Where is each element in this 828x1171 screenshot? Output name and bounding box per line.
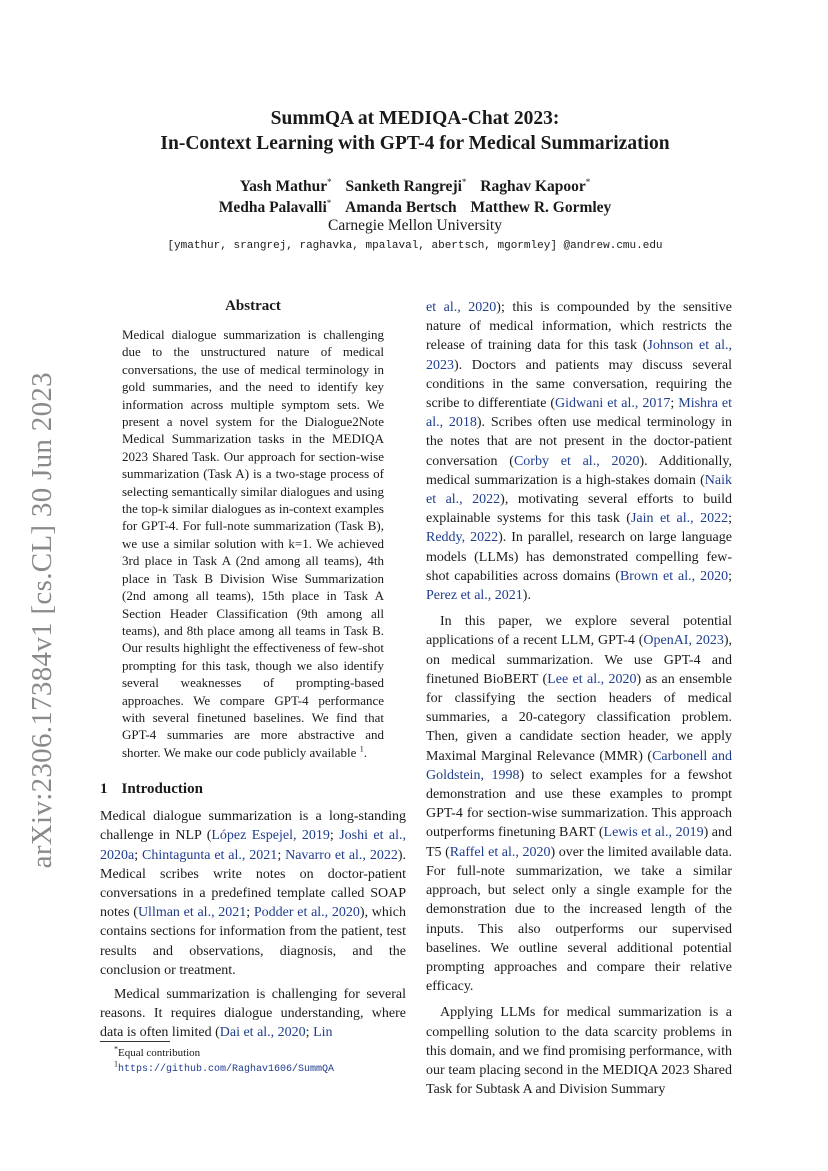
- citation-link[interactable]: Corby et al., 2020: [513, 453, 640, 469]
- arxiv-identifier-text: arXiv:2306.17384v1 [cs.CL] 30 Jun 2023: [25, 371, 58, 869]
- intro-paragraph-4: Applying LLMs for medical summarization is a compelling solution to the data scarcity problems in this domain, and we find promising performance, with our team placing second in the MEDIQA 2023 Shared Task for Subtask A and Division Summary: [426, 1005, 732, 1098]
- citation-link[interactable]: Podder et al., 2020: [253, 905, 360, 921]
- intro-paragraph-1: Medical dialogue summarization is a long-standing challenge in NLP (López Espejel, 2019; Joshi et al., 2020a; Chintagunta et al., 2021; Navarro et al., 2022). Medical scribes write notes on doctor-patient conversations in a predefined template called SOAP notes (Ullman et al., 2021; Podder et al., 2020), which contains sections for information from the patient, test results and observations, diagnosis, and the conclusion or treatment.: [100, 809, 407, 978]
- author-emails: [ymathur, srangrej, raghavka, mpalaval, abertsch, mgormley] @andrew.cmu.edu: [167, 240, 663, 252]
- affiliation: Carnegie Mellon University: [328, 217, 502, 234]
- authors-line-1: [100, 176, 730, 197]
- intro-paragraph-3: In this paper, we explore several potential applications of a recent LLM, GPT-4 (OpenAI, 2023), on medical summarization. We use GPT-4 and finetuned BioBERT (Lee et al., 2020) as an ensemble for classifying the section headers of medical summaries, a 20-category classification problem. Then, given a candidate section header, we apply Maximal Marginal Relevance (MMR) (Carbonell and Goldstein, 1998) to select examples for a fewshot demonstration and use these examples to prompt GPT-4 for section-wise summarization. This approach outperforms finetuning BART (Lewis et al., 2019) and T5 (Raffel et al., 2020) over the limited available data. For full-note summarization, we take a similar approach, but select only a single example for the demonstration due to the increased length of the inputs. This also outperforms our supervised baselines. We outline several additional potential prompting approaches and compare their relative efficacy.: [426, 614, 732, 995]
- citation-link[interactable]: Navarro et al., 2022: [285, 847, 398, 863]
- citation-link[interactable]: Brown et al., 2020: [619, 568, 729, 584]
- footnote-divider: [100, 1041, 170, 1042]
- paper-title: [100, 106, 730, 156]
- intro-paragraph-2-continued: et al., 2020); this is compounded by the sensitive nature of medical information, which restricts the release of training data for this task (Johnson et al., 2023). Doctors and patients may discuss several conditions in the same conversation, requiring the scribe to differentiate (Gidwani et al., 2017; Mishra et al., 2018). Scribes often use medical terminology in the notes that are not present in the doctor-patient conversation (Corby et al., 2020). Additionally, medical summarization is a high-stakes domain (Naik et al., 2022), motivating several efforts to build explainable systems for this task (Jain et al., 2022; Reddy, 2022). In parallel, research on large language models (LLMs) has demonstrated compelling few-shot capabilities across domains (Brown et al., 2020; Perez et al., 2021).: [426, 300, 733, 604]
- citation-link[interactable]: Chintagunta et al., 2021: [142, 847, 278, 863]
- citation-link[interactable]: Lin: [313, 1025, 333, 1041]
- author: Matthew R. Gormley: [470, 199, 612, 216]
- citation-link[interactable]: OpenAI, 2023: [643, 633, 724, 649]
- citation-link[interactable]: Raffel et al., 2020: [449, 844, 551, 860]
- footnotes: [100, 1046, 406, 1077]
- abstract-heading: Abstract: [225, 298, 281, 314]
- footnote-equal-contribution: *Equal contribution: [114, 1044, 201, 1059]
- intro-paragraph-2: Medical summarization is challenging for several reasons. It requires dialogue understanding, where data is often limited (Dai et al., 2020; Lin: [100, 986, 406, 1041]
- citation-link[interactable]: López Espejel, 2019: [211, 828, 330, 844]
- citation-link[interactable]: Ullman et al., 2021: [137, 905, 247, 921]
- author: Medha Palavalli*: [218, 197, 332, 216]
- citation-link[interactable]: Johnson et al., 2023: [426, 338, 732, 373]
- title-line-1: SummQA at MEDIQA-Chat 2023:: [270, 108, 560, 129]
- section-heading-introduction: 1 Introduction: [100, 781, 203, 798]
- author: Raghav Kapoor*: [480, 176, 591, 195]
- author: Sanketh Rangreji*: [345, 176, 467, 195]
- citation-link[interactable]: Lee et al., 2020: [547, 671, 637, 687]
- author: Yash Mathur*: [239, 176, 332, 195]
- authors-line-2: [100, 197, 730, 218]
- arxiv-identifier: [22, 370, 62, 870]
- citation-link[interactable]: Mishra et al., 2018: [426, 396, 733, 431]
- author: Amanda Bertsch: [345, 199, 457, 216]
- footnote-code-link: $^1$https://github.com/Raghav1606/SummQA: [114, 1059, 335, 1075]
- author-list: [100, 176, 730, 218]
- citation-link[interactable]: Carbonell and Goldstein, 1998: [426, 748, 732, 783]
- right-column: [426, 298, 732, 1099]
- code-url-link[interactable]: https://github.com/Raghav1606/SummQA: [118, 1064, 335, 1075]
- abstract-body: Medical dialogue summarization is challenging due to the unstructured nature of medical conversations, the use of medical terminology in gold summaries, and the need to identify key information across multiple symptom sets. We present a novel system for the Dialogue2Note Medical Summarization tasks in the MEDIQA 2023 Shared Task. Our approach for section-wise summarization (Task A) is a two-stage process of selecting semantically similar dialogues and using the top-k similar dialogues as in-context examples for GPT-4. For full-note summarization (Task B), we use a similar solution with k=1. We achieved 3rd place in Task A (2nd among all teams), 4th place in Task B Division Wise Summarization (2nd among all teams), 15th place in Task A Section Header Classification (9th among all teams), and 8th place among all teams in Task B. Our results highlight the effectiveness of few-shot prompting for this task, though we also identify several weaknesses of prompting-based approaches. We compare GPT-4 performance with several finetuned baselines. We find that GPT-4 summaries are more abstractive and shorter. We make our code publicly available $^1$.: [122, 327, 384, 760]
- left-column: [100, 296, 406, 1043]
- title-line-2: In-Context Learning with GPT-4 for Medical Summarization: [160, 133, 670, 154]
- citation-link[interactable]: Reddy, 2022: [426, 530, 499, 546]
- citation-link[interactable]: Lewis et al., 2019: [603, 825, 704, 841]
- citation-link[interactable]: Naik et al., 2022: [426, 472, 732, 508]
- citation-link[interactable]: Joshi et al., 2020a: [100, 828, 407, 863]
- citation-link[interactable]: et al., 2020: [426, 300, 497, 315]
- footnote-ref[interactable]: 1: [359, 744, 364, 754]
- citation-link[interactable]: Dai et al., 2020: [219, 1025, 306, 1041]
- citation-link[interactable]: Perez et al., 2021: [426, 588, 523, 604]
- citation-link[interactable]: Jain et al., 2022: [630, 511, 729, 527]
- citation-link[interactable]: Gidwani et al., 2017: [555, 396, 671, 412]
